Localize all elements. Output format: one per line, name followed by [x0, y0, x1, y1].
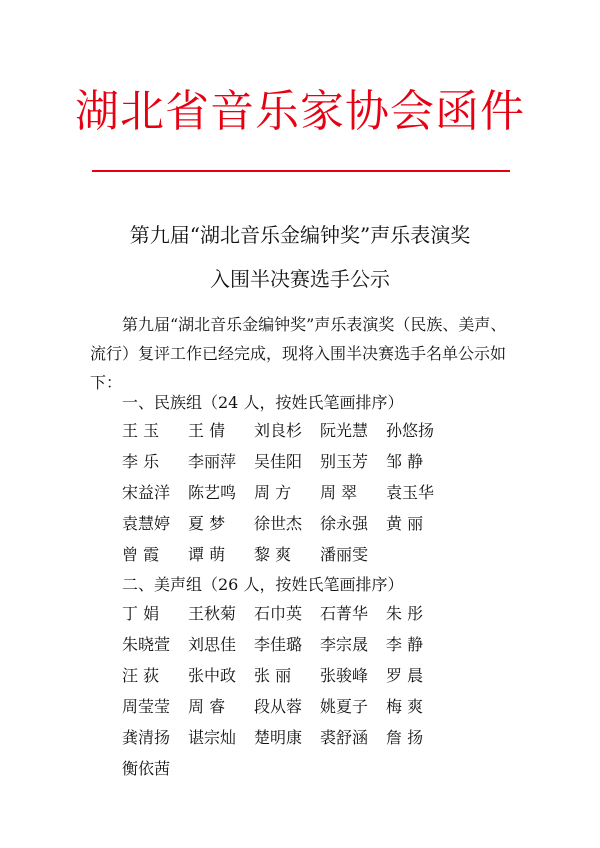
- contestant-name: 袁玉华: [386, 483, 435, 502]
- contestant-name: 徐永强: [320, 514, 369, 533]
- contestant-name: 李丽萍: [188, 452, 237, 471]
- group-heading-folk: 一、民族组（24 人，按姓氏笔画排序）: [122, 393, 404, 412]
- contestant-name: 朱 彤: [386, 604, 424, 623]
- contestant-name: 张中政: [188, 666, 237, 685]
- contestant-name: 詹 扬: [386, 728, 424, 747]
- contestant-name: 段从蓉: [254, 697, 303, 716]
- contestant-name: 衡依茜: [122, 759, 171, 778]
- contestant-name: 王秋菊: [188, 604, 237, 623]
- contestant-name: 邹 静: [386, 452, 424, 471]
- contestant-name: 梅 爽: [386, 697, 424, 716]
- document-subtitle: 入围半决赛选手公示: [210, 267, 390, 291]
- contestant-name: 朱晓萱: [122, 635, 171, 654]
- contestant-name: 阮光慧: [320, 421, 369, 440]
- contestant-name: 龚清扬: [122, 728, 171, 747]
- letterhead-divider: [92, 170, 510, 172]
- contestant-name: 袁慧婷: [122, 514, 171, 533]
- contestant-name: 张 丽: [254, 666, 292, 685]
- contestant-name: 吴佳阳: [254, 452, 303, 471]
- contestant-name: 谭 萌: [188, 545, 226, 564]
- contestant-name: 汪 荻: [122, 666, 160, 685]
- contestant-name: 周 翠: [320, 483, 358, 502]
- contestant-name: 刘思佳: [188, 635, 237, 654]
- contestant-name: 张骏峰: [320, 666, 369, 685]
- contestant-name: 周莹莹: [122, 697, 171, 716]
- contestant-name: 周 睿: [188, 697, 226, 716]
- contestant-name: 别玉芳: [320, 452, 369, 471]
- contestant-name: 孙悠扬: [386, 421, 435, 440]
- contestant-name: 楚明康: [254, 728, 303, 747]
- contestant-name: 姚夏子: [320, 697, 369, 716]
- contestant-name: 周 方: [254, 483, 292, 502]
- contestant-name: 潘丽雯: [320, 545, 369, 564]
- contestant-name: 黄 丽: [386, 514, 424, 533]
- contestant-name: 刘良杉: [254, 421, 303, 440]
- contestant-name: 曾 霞: [122, 545, 160, 564]
- contestant-name: 徐世杰: [254, 514, 303, 533]
- contestant-name: 裘舒涵: [320, 728, 369, 747]
- contestant-name: 陈艺鸣: [188, 483, 237, 502]
- letterhead-title: 湖北省音乐家协会函件: [75, 86, 525, 137]
- document-title: 第九届“湖北音乐金编钟奖”声乐表演奖: [129, 223, 471, 247]
- contestant-name: 丁 娟: [122, 604, 160, 623]
- intro-paragraph: 第九届“湖北音乐金编钟奖”声乐表演奖（民族、美声、流行）复评工作已经完成，现将入围半决赛选手名单公示如下：: [90, 315, 507, 392]
- contestant-name: 罗 晨: [386, 666, 424, 685]
- contestant-name: 李 静: [386, 635, 424, 654]
- contestant-name: 石巾英: [254, 604, 303, 623]
- contestant-name: 李 乐: [122, 452, 160, 471]
- contestant-name: 李佳璐: [254, 635, 303, 654]
- contestant-name: 石菁华: [320, 604, 369, 623]
- name-list-bel-canto: [122, 603, 452, 789]
- contestant-name: 李宗晟: [320, 635, 369, 654]
- name-list-folk: [122, 420, 452, 575]
- group-heading-bel-canto: 二、美声组（26 人，按姓氏笔画排序）: [122, 575, 404, 594]
- contestant-name: 谌宗灿: [188, 728, 237, 747]
- contestant-name: 王 倩: [188, 421, 226, 440]
- contestant-name: 夏 梦: [188, 514, 226, 533]
- contestant-name: 王 玉: [122, 421, 160, 440]
- contestant-name: 黎 爽: [254, 545, 292, 564]
- contestant-name: 宋益洋: [122, 483, 171, 502]
